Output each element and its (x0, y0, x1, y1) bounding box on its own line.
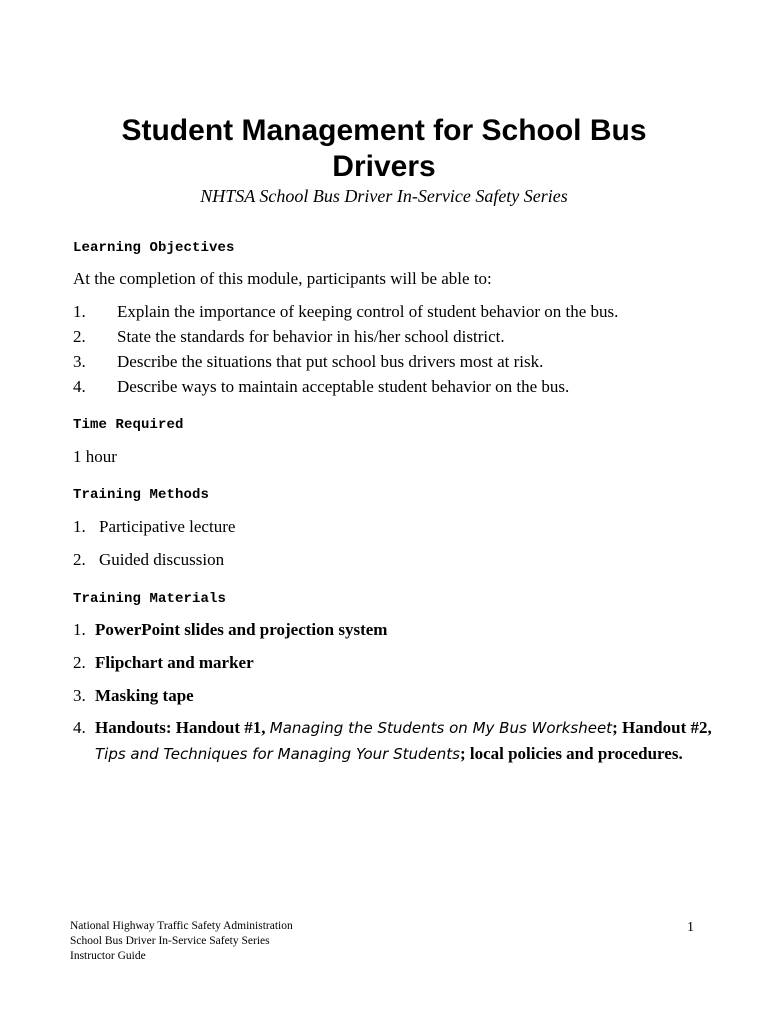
handout-separator: ; (612, 718, 618, 737)
objective-text: State the standards for behavior in his/her school district. (117, 327, 505, 346)
training-materials-heading: Training Materials (73, 591, 227, 607)
page-title: Student Management for School Bus Drivers (121, 114, 647, 183)
handout-2-title: Tips and Techniques for Managing Your Students (95, 745, 460, 763)
objectives-intro: At the completion of this module, participants will be able to: (73, 269, 492, 288)
objective-number: 3. (73, 352, 86, 371)
method-text: Guided discussion (99, 550, 225, 569)
material-text: Masking tape (95, 686, 194, 705)
material-number: 1. (73, 620, 86, 639)
objective-item (73, 351, 713, 373)
method-text: Participative lecture (99, 517, 236, 536)
material-item (73, 685, 713, 707)
method-item (73, 516, 713, 538)
handouts-end: . (678, 744, 683, 763)
material-number: 2. (73, 653, 86, 672)
footer-guide: Instructor Guide (70, 950, 146, 962)
objective-item (73, 376, 713, 398)
page-footer (70, 919, 293, 964)
objective-number: 2. (73, 327, 86, 346)
time-required-value: 1 hour (73, 447, 117, 466)
handout-separator: ; (459, 744, 466, 763)
material-number: 4. (73, 718, 86, 737)
objective-text: Explain the importance of keeping control of student behavior on the bus. (117, 302, 619, 321)
material-item (73, 619, 713, 641)
objective-item (73, 301, 713, 323)
handout-1-label: Handout #1, (175, 718, 266, 737)
footer-series: School Bus Driver In-Service Safety Series (70, 935, 270, 947)
handouts-tail: local policies and procedures (469, 744, 679, 763)
objective-number: 1. (73, 302, 86, 321)
material-text: PowerPoint slides and projection system (95, 620, 388, 639)
page-number: 1 (687, 920, 694, 935)
material-number: 3. (73, 686, 86, 705)
learning-objectives-heading: Learning Objectives (73, 240, 235, 256)
handout-2-label: Handout #2, (621, 718, 712, 737)
handouts-label: Handouts: (95, 718, 172, 737)
time-required-heading: Time Required (73, 417, 184, 433)
objective-number: 4. (73, 377, 86, 396)
objective-item (73, 326, 713, 348)
page-subtitle: NHTSA School Bus Driver In-Service Safety Series (200, 186, 568, 206)
handout-1-title: Managing the Students on My Bus Worksheet (269, 719, 613, 737)
method-number: 2. (73, 550, 86, 569)
footer-agency: National Highway Traffic Safety Administration (70, 920, 293, 932)
objective-text: Describe ways to maintain acceptable student behavior on the bus. (117, 377, 570, 396)
objective-text: Describe the situations that put school bus drivers most at risk. (117, 352, 544, 371)
method-item (73, 549, 713, 571)
material-item (73, 652, 713, 674)
material-text: Flipchart and marker (95, 653, 254, 672)
method-number: 1. (73, 517, 86, 536)
training-methods-heading: Training Methods (73, 487, 210, 503)
handouts-text (95, 715, 715, 767)
